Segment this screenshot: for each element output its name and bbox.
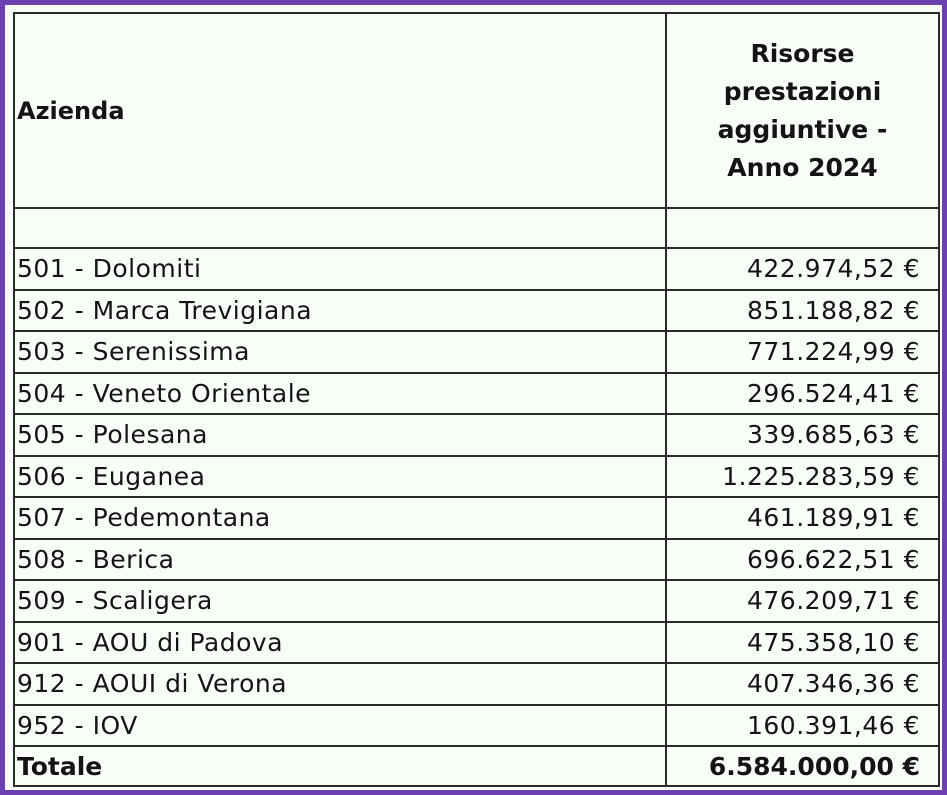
table-row — [14, 373, 939, 415]
table-row — [14, 414, 939, 456]
table-row — [14, 248, 939, 290]
risorse-cell: 461.189,91 € — [666, 497, 939, 539]
risorse-cell: 160.391,46 € — [666, 705, 939, 747]
azienda-cell: 504 - Veneto Orientale — [14, 373, 666, 415]
risorse-cell: 422.974,52 € — [666, 248, 939, 290]
header-risorse-line: prestazioni — [723, 76, 882, 106]
table-row — [14, 539, 939, 581]
total-label: Totale — [14, 746, 666, 786]
table-row — [14, 456, 939, 498]
azienda-cell: 505 - Polesana — [14, 414, 666, 456]
table-row — [14, 331, 939, 373]
empty-row — [14, 208, 939, 248]
risorse-cell: 339.685,63 € — [666, 414, 939, 456]
azienda-cell: 901 - AOU di Padova — [14, 622, 666, 664]
azienda-cell: 509 - Scaligera — [14, 580, 666, 622]
risorse-cell: 851.188,82 € — [666, 290, 939, 332]
table-row — [14, 663, 939, 705]
empty-cell — [14, 208, 666, 248]
risorse-cell: 407.346,36 € — [666, 663, 939, 705]
table-row — [14, 290, 939, 332]
table-header-row — [14, 13, 939, 208]
azienda-cell: 506 - Euganea — [14, 456, 666, 498]
header-risorse — [666, 13, 939, 208]
header-risorse-line: aggiuntive - — [717, 114, 888, 144]
table-row — [14, 580, 939, 622]
risorse-cell: 476.209,71 € — [666, 580, 939, 622]
azienda-cell: 503 - Serenissima — [14, 331, 666, 373]
resources-table — [13, 12, 940, 787]
risorse-cell: 475.358,10 € — [666, 622, 939, 664]
header-risorse-line: Risorse — [750, 38, 855, 68]
total-row — [14, 746, 939, 786]
azienda-cell: 952 - IOV — [14, 705, 666, 747]
risorse-cell: 696.622,51 € — [666, 539, 939, 581]
risorse-cell: 1.225.283,59 € — [666, 456, 939, 498]
azienda-cell: 508 - Berica — [14, 539, 666, 581]
risorse-cell: 771.224,99 € — [666, 331, 939, 373]
header-azienda: Azienda — [14, 13, 666, 208]
azienda-cell: 501 - Dolomiti — [14, 248, 666, 290]
azienda-cell: 912 - AOUI di Verona — [14, 663, 666, 705]
azienda-cell: 507 - Pedemontana — [14, 497, 666, 539]
empty-cell — [666, 208, 939, 248]
azienda-cell: 502 - Marca Trevigiana — [14, 290, 666, 332]
header-risorse-line: Anno 2024 — [727, 152, 878, 182]
risorse-cell: 296.524,41 € — [666, 373, 939, 415]
table-row — [14, 705, 939, 747]
total-value: 6.584.000,00 € — [666, 746, 939, 786]
table-row — [14, 497, 939, 539]
table-row — [14, 622, 939, 664]
